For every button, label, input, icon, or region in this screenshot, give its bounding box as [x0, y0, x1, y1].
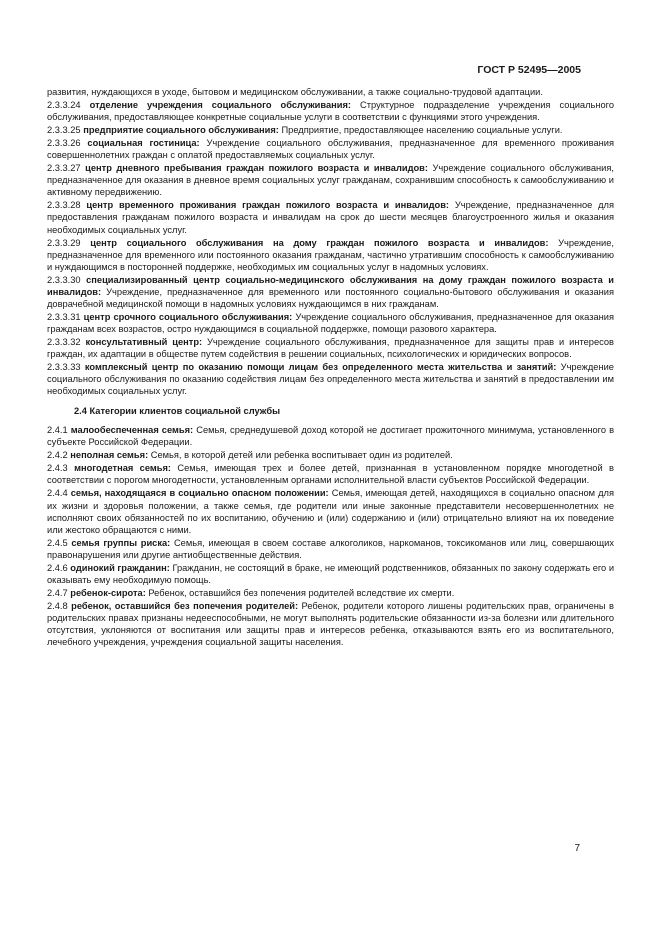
entry-term: центр социального обслуживания на дому граждан пожилого возраста и инвалидов:: [90, 237, 549, 248]
definition-entry: [47, 162, 614, 198]
entry-term: центр дневного пребывания граждан пожилого возраста и инвалидов:: [85, 163, 428, 174]
page-number: 7: [574, 843, 580, 854]
document-body: [47, 86, 614, 649]
entry-number: 2.3.3.32: [47, 336, 81, 347]
entry-definition: Учреждение социального обслуживания по оказанию содействия лицам без определенного места жительства и занятий в предоставлении им необходимых социальных услуг.: [47, 362, 614, 397]
definition-entry: [47, 487, 614, 535]
entry-definition: Гражданин, не состоящий в браке, не имеющий родственников, обязанных по закону содержать его и оказывать ему необходимую помощь.: [47, 562, 615, 585]
entry-number: 2.3.3.30: [47, 274, 81, 285]
entry-number: 2.4.2: [47, 450, 68, 461]
definition-entry: [47, 137, 614, 161]
entry-number: 2.4.7: [47, 587, 68, 598]
entry-number: 2.3.3.33: [47, 362, 81, 373]
definition-entry: [47, 237, 614, 273]
entry-number: 2.4.1: [47, 425, 68, 436]
entry-number: 2.3.3.26: [47, 138, 81, 149]
entry-number: 2.3.3.25: [47, 125, 81, 136]
entry-number: 2.3.3.27: [47, 163, 81, 174]
definitions-list-2-4: [47, 424, 614, 648]
entry-number: 2.3.3.31: [47, 311, 81, 322]
entry-number: 2.3.3.28: [47, 200, 81, 211]
entry-term: отделение учреждения социального обслуживания:: [89, 100, 352, 111]
definition-entry: [47, 311, 614, 335]
entry-number: 2.4.3: [47, 463, 68, 474]
entry-term: ребенок-сирота:: [70, 587, 146, 598]
section-heading: 2.4 Категории клиентов социальной службы: [74, 406, 281, 417]
entry-definition: Учреждение, предназначенное для временного или постоянного социально-бытового обслуживания и оказания доврачебной медицинской помощи в надомных условиях нуждающимся в них гражданам.: [47, 286, 614, 309]
entry-number: 2.4.5: [47, 537, 68, 548]
entry-term: комплексный центр по оказанию помощи лицам без определенного места жительства и занятий:: [84, 362, 557, 373]
entry-term: многодетная семья:: [74, 463, 172, 474]
entry-term: центр срочного социального обслуживания:: [83, 311, 293, 322]
entry-definition: Учреждение, предназначенное для временного или постоянного оказания гражданам, частично утратившим способность к самообслуживанию и нуждающимся в посторонней поддержке, необходимых им социальных услуг в надомных условиях.: [47, 237, 615, 272]
entry-term: ребенок, оставшийся без попечения родителей:: [71, 600, 299, 611]
entry-number: 2.4.8: [47, 600, 68, 611]
entry-definition: Учреждение социального обслуживания, предназначенное для временного проживания совершеннолетних граждан с оплатой предоставляемых социальных услуг.: [47, 138, 614, 161]
entry-definition: Учреждение социального обслуживания, предназначенное для оказания в дневное время социальных услуг гражданам, сохранившим способность к самообслуживанию и активному передвижению.: [47, 163, 614, 198]
entry-number: 2.4.4: [47, 488, 68, 499]
entry-definition: Учреждение социального обслуживания, предназначенное для защиты прав и интересов граждан, их адаптации в обществе путем содействия в решении социальных, психологических и юридических вопросов.: [47, 336, 614, 359]
definition-entry: [47, 424, 614, 448]
definition-entry: [47, 124, 614, 136]
entry-number: 2.3.3.29: [47, 237, 81, 248]
entry-term: предприятие социального обслуживания:: [83, 125, 279, 136]
entry-term: неполная семья:: [70, 450, 149, 461]
entry-term: консультативный центр:: [85, 336, 203, 347]
entry-number: 2.4.6: [47, 562, 68, 573]
continuation-paragraph: развития, нуждающихся в уходе, бытовом и медицинском обслуживании, а также социально-трудовой адаптации.: [47, 87, 543, 97]
definition-entry: [47, 99, 614, 123]
entry-definition: Ребенок, оставшийся без попечения родителей вследствие их смерти.: [148, 587, 455, 598]
entry-definition: Учреждение социального обслуживания, предназначенное для оказания гражданам всех возрастов, остро нуждающимся в социальной поддержке, помощи разового характера.: [47, 311, 614, 334]
standard-designation: ГОСТ Р 52495—2005: [477, 64, 581, 76]
definition-entry: [47, 336, 614, 360]
definition-entry: [47, 562, 614, 586]
entry-term: малообеспеченная семья:: [70, 425, 194, 436]
entry-definition: Семья, в которой детей или ребенка воспитывает один из родителей.: [150, 450, 453, 461]
entry-term: центр временного проживания граждан пожилого возраста и инвалидов:: [86, 200, 450, 211]
definitions-list-2-3-3: [47, 99, 614, 397]
entry-definition: Семья, среднедушевой доход которой не достигает прожиточного минимума, установленного в субъекте Российской Федерации.: [47, 425, 615, 448]
entry-number: 2.3.3.24: [47, 100, 81, 111]
entry-term: семья, находящаяся в социально опасном положении:: [70, 488, 329, 499]
definition-entry: [47, 587, 614, 599]
entry-definition: Ребенок, родители которого лишены родительских прав, ограничены в родительских правах признаны недееспособными, не могут выполнять родительские обязанности из-за болезни или длительного отсутствия, уклоняются от воспитания или защиты прав и интересов ребенка, отказываются взять его из воспитательного, лечебного учреждения, учреждения социальной защиты населения.: [47, 600, 614, 648]
entry-term: социальная гостиница:: [87, 138, 200, 149]
definition-entry: [47, 361, 614, 397]
definition-entry: [47, 449, 614, 461]
entry-definition: Учреждение, предназначенное для предоставления гражданам пожилого возраста и инвалидам на срок до шести месяцев благоустроенного жилья и оказания необходимых социальных услуг.: [47, 200, 614, 235]
definition-entry: [47, 274, 614, 310]
entry-definition: Предприятие, предоставляющее населению социальные услуги.: [281, 125, 563, 136]
entry-definition: Семья, имеющая трех и более детей, признанная в установленном порядке многодетной в соответствии с порогом многодетности, установленным органами исполнительной власти субъектов Российской Федерации.: [47, 463, 614, 486]
definition-entry: [47, 462, 614, 486]
entry-term: специализированный центр социально-медицинского обслуживания на дому граждан пожилого возраста и инвалидов:: [47, 274, 615, 297]
entry-definition: Семья, имеющая в своем составе алкоголиков, наркоманов, токсикоманов или лиц, совершающих правонарушения или другие антиобщественные действия.: [47, 537, 615, 560]
definition-entry: [47, 537, 614, 561]
definition-entry: [47, 600, 614, 648]
entry-definition: Структурное подразделение учреждения социального обслуживания, предоставляющее конкретные социальные услуги в соответствии с функциями этого учреждения.: [47, 100, 614, 123]
definition-entry: [47, 199, 614, 235]
entry-term: семья группы риска:: [71, 537, 171, 548]
entry-definition: Семья, имеющая детей, находящихся в социально опасном для их жизни и здоровья положении, а также семья, где родители или иные законные представители несовершеннолетних не исполняют своих обязанностей по их воспитанию, обучению и (или) содержанию и (или) отрицательно влияют на их поведение или жестоко обращаются с ними.: [47, 488, 615, 535]
entry-term: одинокий гражданин:: [70, 562, 170, 573]
